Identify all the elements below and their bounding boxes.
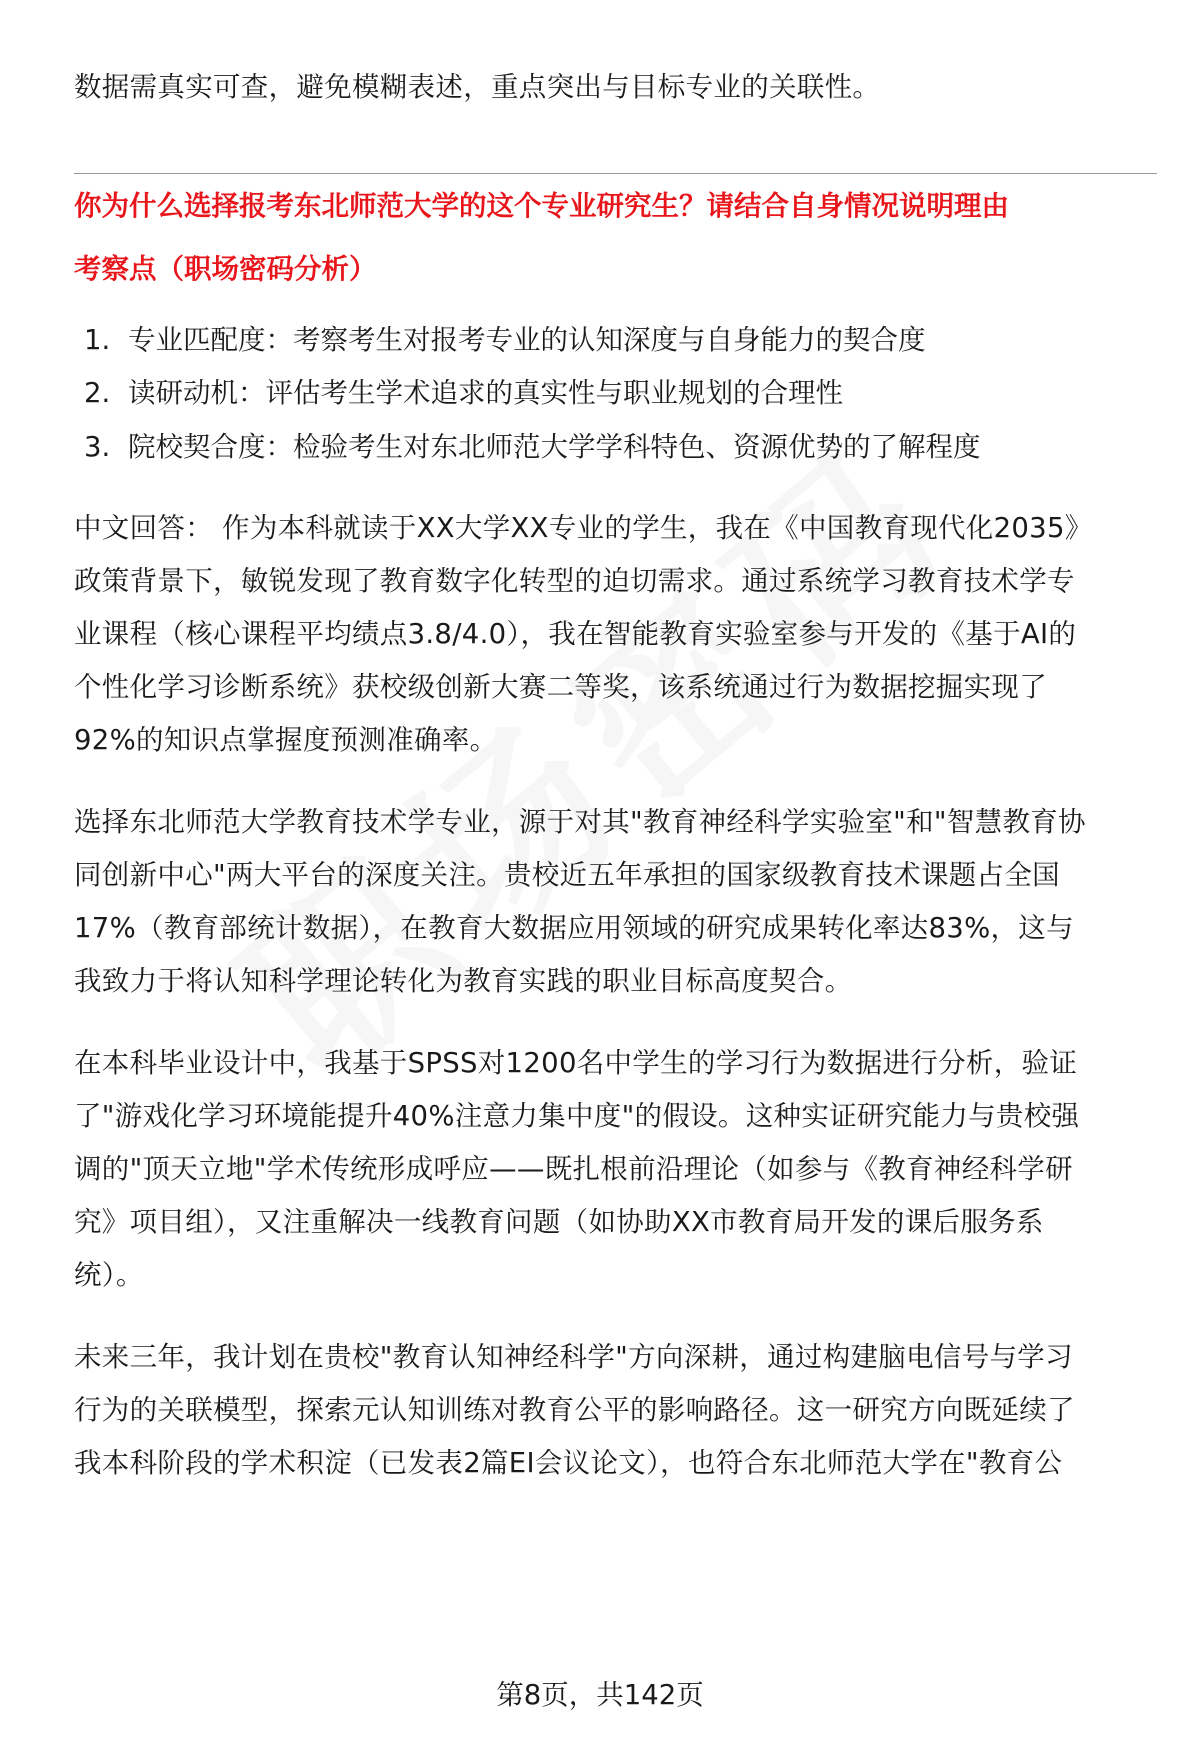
list-text: 专业匹配度：考察考生对报考专业的认知深度与自身能力的契合度 [128, 324, 926, 356]
list-item [84, 373, 843, 413]
question-title: 你为什么选择报考东北师范大学的这个专业研究生？请结合自身情况说明理由 [74, 190, 1009, 222]
paragraph-line: 调的"顶天立地"学术传统形成呼应——既扎根前沿理论（如参与《教育神经科学研 [74, 1153, 1073, 1185]
page-footer: 第8页，共142页 [496, 1679, 704, 1711]
list-item [84, 320, 926, 360]
intro-line: 数据需真实可查，避免模糊表述，重点突出与目标专业的关联性。 [74, 71, 881, 103]
paragraph-line: 统）。 [74, 1259, 144, 1291]
paragraph-line: 17%（教育部统计数据），在教育大数据应用领域的研究成果转化率达83%，这与 [74, 912, 1074, 944]
paragraph-line: 我致力于将认知科学理论转化为教育实践的职业目标高度契合。 [74, 965, 853, 997]
paragraph-line: 92%的知识点掌握度预测准确率。 [74, 724, 498, 756]
paragraph-line: 未来三年，我计划在贵校"教育认知神经科学"方向深耕，通过构建脑电信号与学习 [74, 1341, 1073, 1373]
paragraph-line: 了"游戏化学习环境能提升40%注意力集中度"的假设。这种实证研究能力与贵校强 [74, 1100, 1080, 1132]
paragraph-line: 同创新中心"两大平台的深度关注。贵校近五年承担的国家级教育技术课题占全国 [74, 859, 1060, 891]
list-text: 读研动机：评估考生学术追求的真实性与职业规划的合理性 [128, 377, 843, 409]
list-number: 3. [84, 431, 111, 463]
paragraph-line: 究》项目组），又注重解决一线教育问题（如协助XX市教育局开发的课后服务系 [74, 1206, 1044, 1238]
paragraph-line: 行为的关联模型，探索元认知训练对教育公平的影响路径。这一研究方向既延续了 [74, 1394, 1075, 1426]
paragraph-line: 业课程（核心课程平均绩点3.8/4.0），我在智能教育实验室参与开发的《基于AI的 [74, 618, 1077, 650]
paragraph-line: 中文回答： 作为本科就读于XX大学XX专业的学生，我在《中国教育现代化2035》 [74, 512, 1093, 544]
paragraph-line: 政策背景下，敏锐发现了教育数字化转型的迫切需求。通过系统学习教育技术学专 [74, 565, 1075, 597]
paragraph-line: 选择东北师范大学教育技术学专业，源于对其"教育神经科学实验室"和"智慧教育协 [74, 806, 1086, 838]
paragraph-line: 我本科阶段的学术积淀（已发表2篇EI会议论文），也符合东北师范大学在"教育公 [74, 1447, 1063, 1479]
question-subtitle: 考察点（职场密码分析） [74, 253, 377, 285]
divider [74, 173, 1157, 174]
list-text: 院校契合度：检验考生对东北师范大学学科特色、资源优势的了解程度 [128, 431, 981, 463]
list-number: 2. [84, 377, 111, 409]
list-item [84, 427, 981, 467]
list-number: 1. [84, 324, 111, 356]
paragraph-line: 个性化学习诊断系统》获校级创新大赛二等奖，该系统通过行为数据挖掘实现了 [74, 671, 1047, 703]
paragraph-line: 在本科毕业设计中，我基于SPSS对1200名中学生的学习行为数据进行分析，验证 [74, 1047, 1078, 1079]
